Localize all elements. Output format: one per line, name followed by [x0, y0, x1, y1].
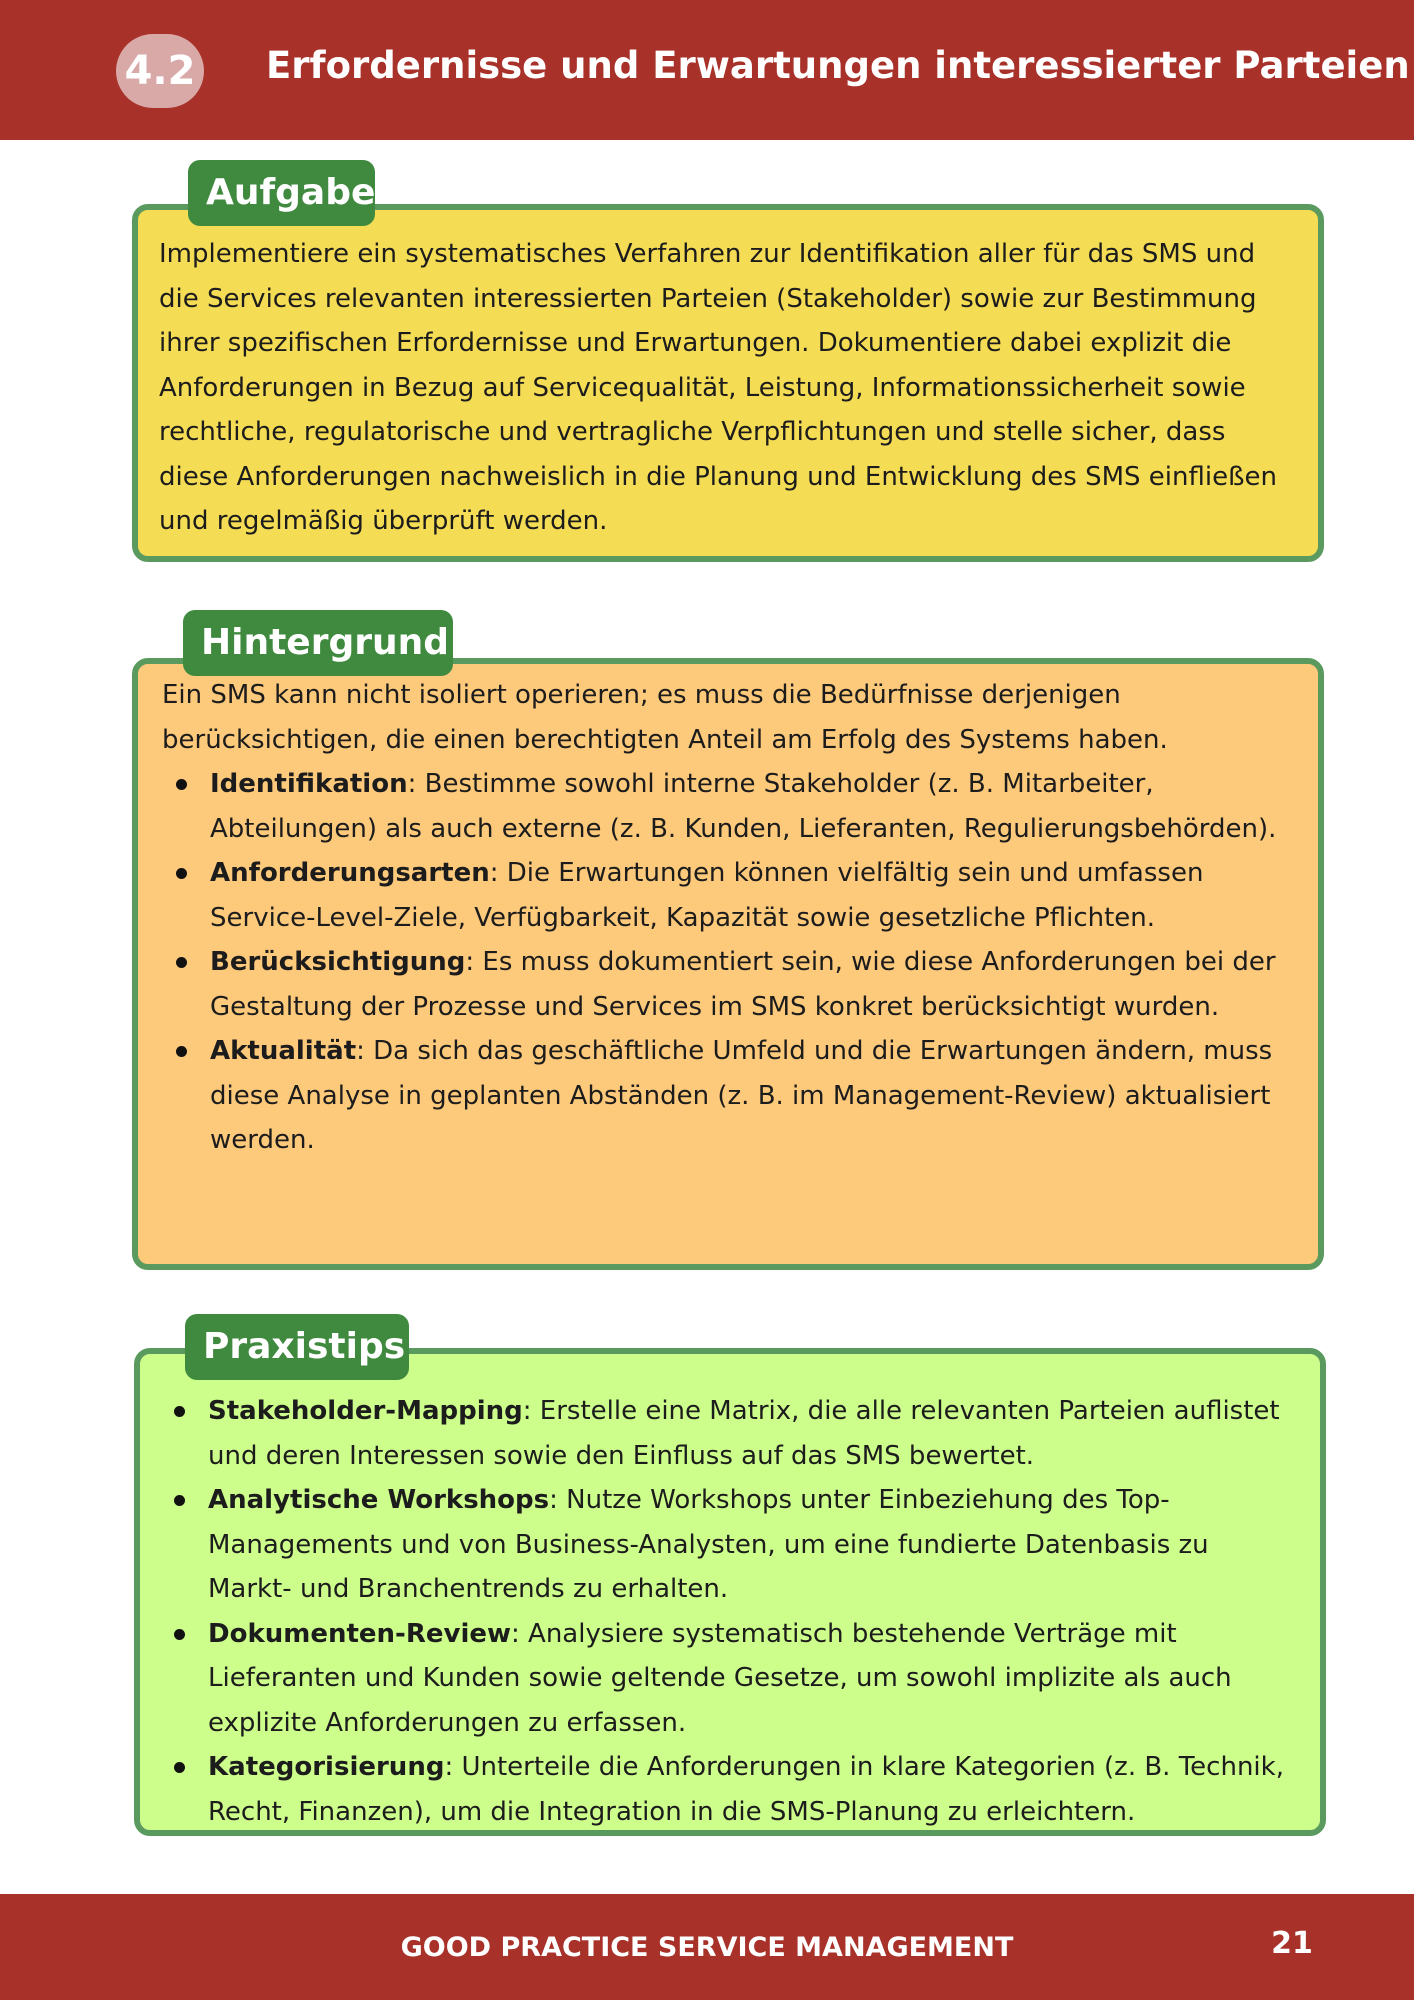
item-term: Dokumenten-Review	[208, 1618, 512, 1649]
bullet-icon	[176, 957, 187, 968]
bullet-icon	[176, 868, 187, 879]
bullet-icon	[176, 779, 187, 790]
list-item	[162, 851, 1302, 940]
list-item	[160, 1612, 1300, 1746]
bullet-icon	[174, 1406, 185, 1417]
item-text: : Erstelle eine Matrix, die alle relevanten Parteien auflistet und deren Interessen sowie den Einfluss auf das SMS bewertet.	[208, 1396, 1280, 1471]
list-item	[162, 762, 1302, 851]
item-text: : Da sich das geschäftliche Umfeld und die Erwartungen ändern, muss diese Analyse in geplanten Abständen (z. B. im Management-Review) aktualisiert werden.	[210, 1036, 1273, 1155]
item-term: Analytische Workshops	[208, 1485, 550, 1515]
background-heading: Hintergrund	[183, 610, 453, 676]
section-number-badge: 4.2	[116, 34, 204, 108]
task-heading: Aufgabe	[188, 160, 375, 226]
item-text: : Unterteile die Anforderungen in klare Kategorien (z. B. Technik, Recht, Finanzen), um die Integration in die SMS-Planung zu erleichtern.	[208, 1752, 1284, 1827]
list-item	[162, 1029, 1302, 1163]
footer-title: GOOD PRACTICE SERVICE MANAGEMENT	[400, 1932, 1014, 1963]
item-text: : Bestimme sowohl interne Stakeholder (z. B. Mitarbeiter, Abteilungen) als auch externe (z. B. Kunden, Lieferanten, Regulierungsbehörden).	[210, 769, 1277, 844]
item-term: Stakeholder-Mapping	[208, 1396, 523, 1426]
list-item	[160, 1389, 1300, 1478]
item-text: : Nutze Workshops unter Einbeziehung des Top-Managements und von Business-Analysten, um eine fundierte Datenbasis zu Markt- und Branchentrends zu erhalten.	[208, 1485, 1209, 1604]
item-text: : Es muss dokumentiert sein, wie diese Anforderungen bei der Gestaltung der Prozesse und Services im SMS konkret berücksichtigt wurden.	[210, 947, 1276, 1022]
item-text: : Analysiere systematisch bestehende Verträge mit Lieferanten und Kunden sowie geltende Gesetze, um sowohl implizite als auch explizite Anforderungen zu erfassen.	[208, 1618, 1232, 1738]
item-term: Kategorisierung	[208, 1752, 445, 1782]
item-term: Identifikation	[210, 769, 408, 799]
item-term: Aktualität	[210, 1036, 357, 1066]
tips-list	[160, 1389, 1300, 1834]
bullet-icon	[174, 1762, 185, 1773]
task-text: Implementiere ein systematisches Verfahren zur Identifikation aller für das SMS und die Services relevanten interessierten Parteien (Stakeholder) sowie zur Bestimmung ihrer spezifischen Erfordernisse und Erwartungen. Dokumentiere dabei explizit die Anforderungen in Bezug auf Servicequalität, Leistung, Informationssicherheit sowie rechtliche, regulatorische und vertragliche Verpflichtungen und stelle sicher, dass diese Anforderungen nachweislich in die Planung und Entwicklung des SMS einfließen und regelmäßig überprüft werden.	[159, 239, 1277, 536]
item-term: Anforderungsarten	[210, 858, 490, 888]
list-item	[162, 940, 1302, 1029]
list-item	[160, 1745, 1300, 1834]
list-item	[160, 1478, 1300, 1612]
background-list	[162, 762, 1302, 1163]
page-title: Erfordernisse und Erwartungen interessierter Parteien	[266, 44, 1410, 87]
item-term: Berücksichtigung	[210, 947, 466, 977]
page-number: 21	[1271, 1926, 1313, 1961]
bullet-icon	[174, 1495, 185, 1506]
item-text: : Die Erwartungen können vielfältig sein und umfassen Service-Level-Ziele, Verfügbarkeit, Kapazität sowie gesetzliche Pflichten.	[210, 858, 1204, 933]
bullet-icon	[176, 1046, 187, 1057]
tips-heading: Praxistips	[185, 1314, 409, 1380]
background-intro: Ein SMS kann nicht isoliert operieren; es muss die Bedürfnisse derjenigen berücksichtigen, die einen berechtigten Anteil am Erfolg des Systems haben.	[162, 680, 1168, 755]
bullet-icon	[174, 1629, 185, 1640]
